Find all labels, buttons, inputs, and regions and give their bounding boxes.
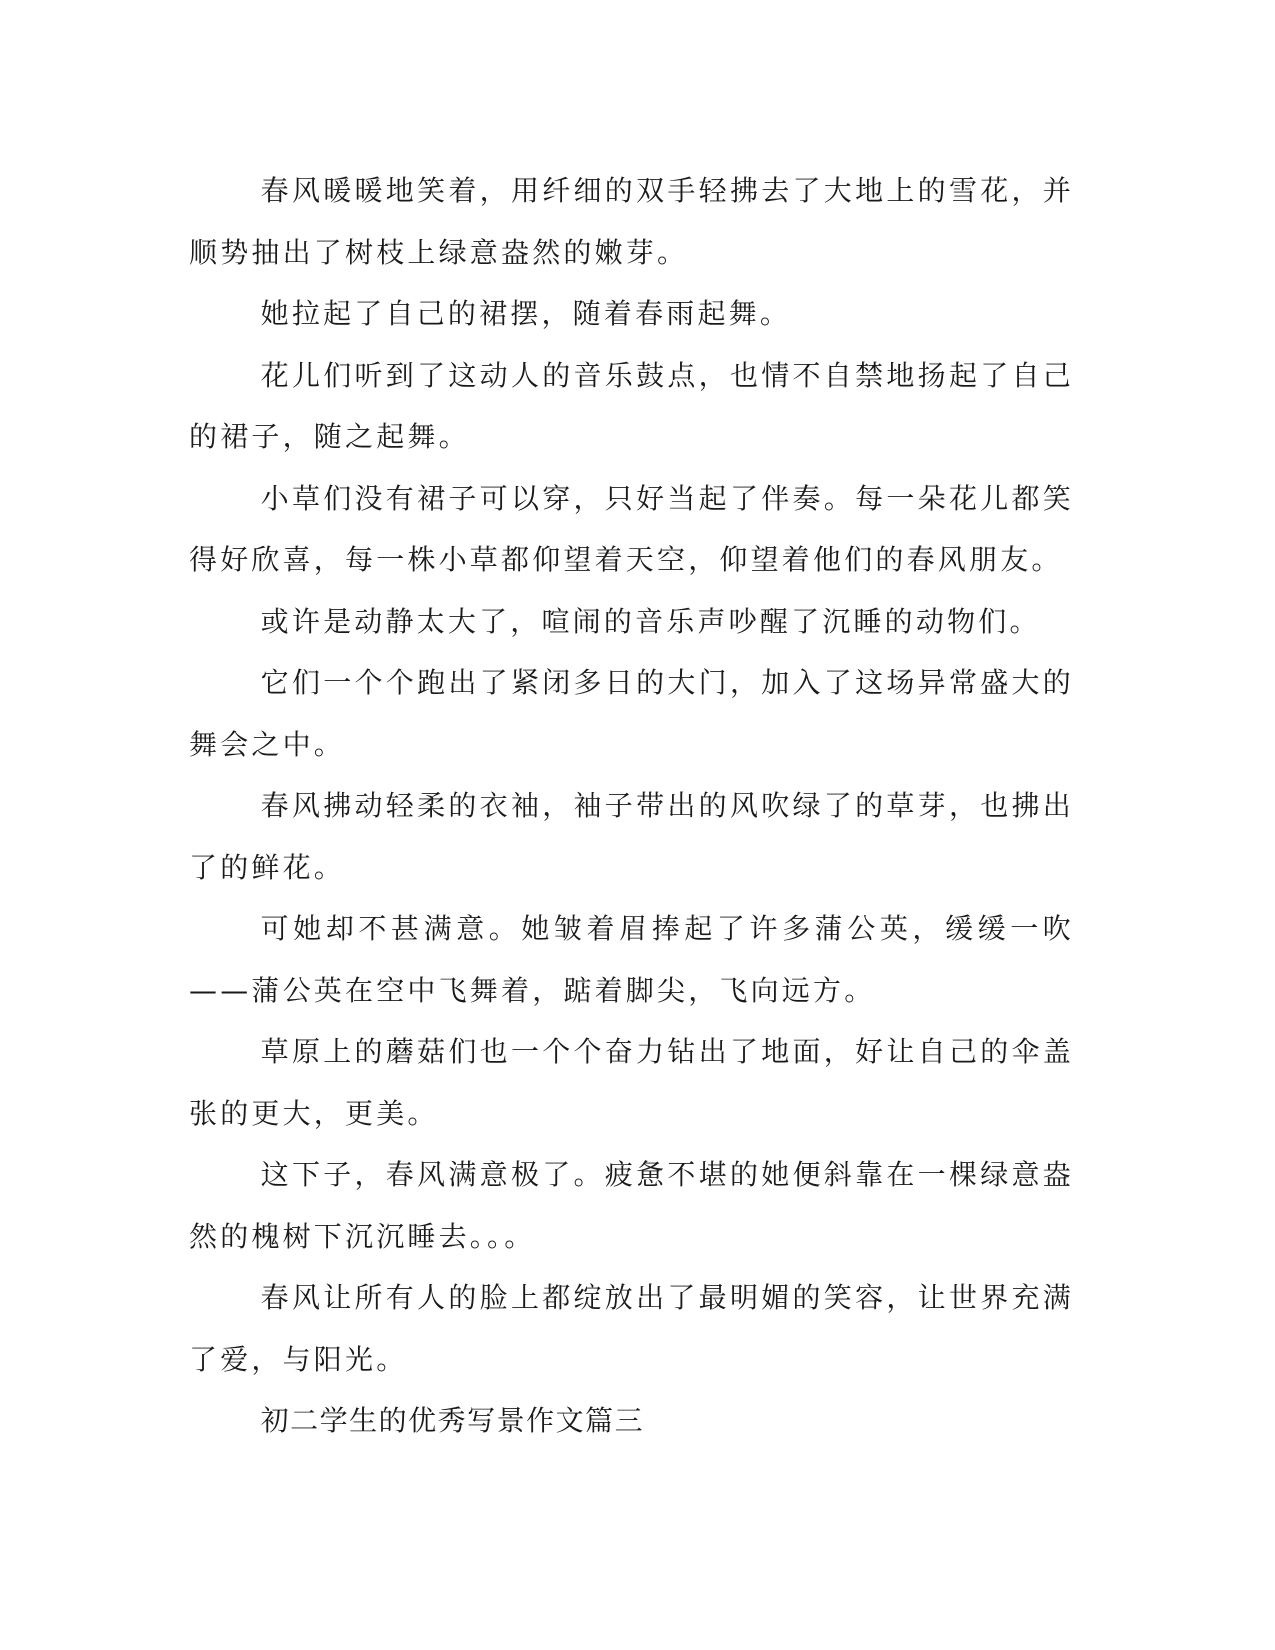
paragraph: 这下子，春风满意极了。疲惫不堪的她便斜靠在一棵绿意盎然的槐树下沉沉睡去。。。 <box>189 1158 1074 1253</box>
paragraph: 春风暖暖地笑着，用纤细的双手轻拂去了大地上的雪花，并顺势抽出了树枝上绿意盎然的嫩芽。 <box>189 174 1074 269</box>
section-heading: 初二学生的优秀写景作文篇三 <box>260 1404 645 1437</box>
paragraph: 草原上的蘑菇们也一个个奋力钻出了地面，好让自己的伞盖张的更大，更美。 <box>189 1035 1074 1130</box>
paragraph: 花儿们听到了这动人的音乐鼓点，也情不自禁地扬起了自己的裙子，随之起舞。 <box>189 358 1074 453</box>
paragraph: 春风让所有人的脸上都绽放出了最明媚的笑容，让世界充满了爱，与阳光。 <box>189 1281 1074 1376</box>
paragraph: 她拉起了自己的裙摆，随着春雨起舞。 <box>260 297 792 330</box>
paragraph: 小草们没有裙子可以穿，只好当起了伴奏。每一朵花儿都笑得好欣喜，每一株小草都仰望着天空，仰望着他们的春风朋友。 <box>189 481 1074 576</box>
document-body <box>189 160 1074 1452</box>
paragraph: 春风拂动轻柔的衣袖，袖子带出的风吹绿了的草芽，也拂出了的鲜花。 <box>189 789 1074 884</box>
paragraph: 或许是动静太大了，喧闹的音乐声吵醒了沉睡的动物们。 <box>260 604 1041 638</box>
paragraph: 它们一个个跑出了紧闭多日的大门，加入了这场异常盛大的舞会之中。 <box>189 666 1074 761</box>
paragraph: 可她却不甚满意。她皱着眉捧起了许多蒲公英，缓缓一吹——蒲公英在空中飞舞着，踮着脚尖，飞向远方。 <box>189 912 1074 1007</box>
